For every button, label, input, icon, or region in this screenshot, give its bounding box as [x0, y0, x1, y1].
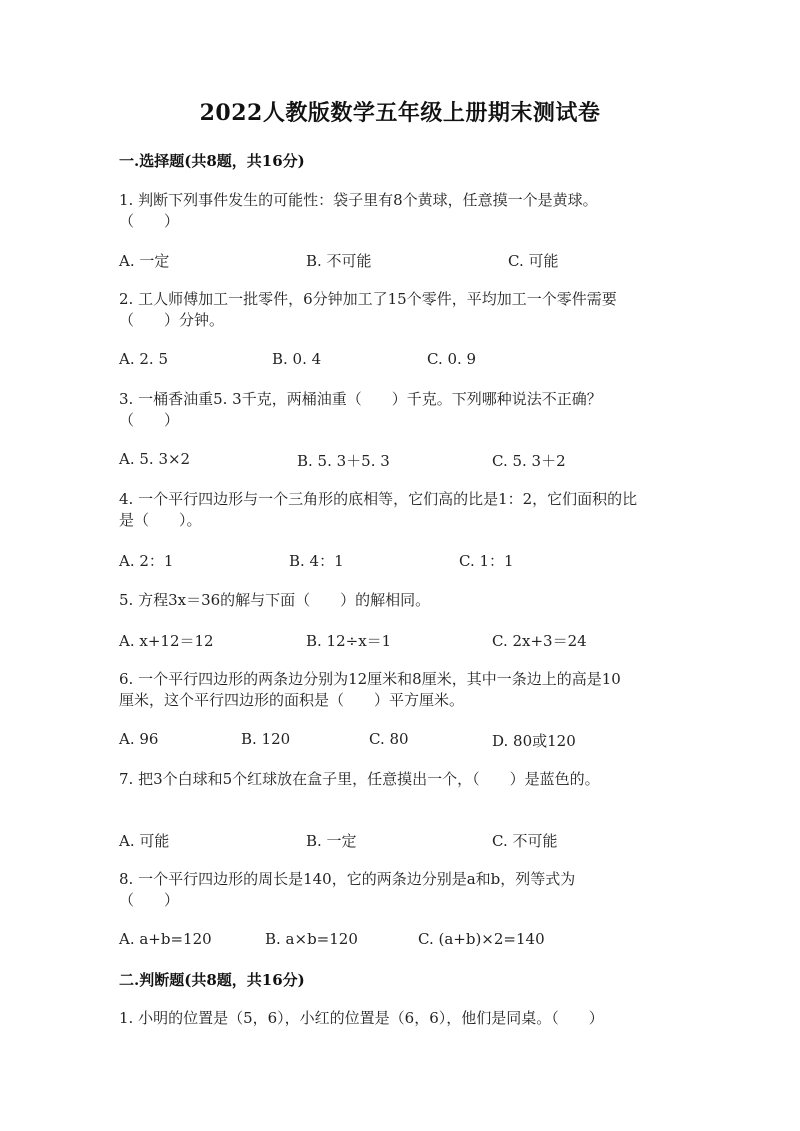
question-3-option-b: B. 5. 3＋5. 3: [297, 452, 390, 470]
question-8-option-b: B. a×b=120: [265, 930, 358, 948]
question-7-options: [0, 830, 800, 852]
section-heading-choice: 一.选择题(共8题，共16分): [119, 152, 305, 170]
question-6-options: [0, 730, 800, 752]
question-1-option-c: C. 可能: [508, 252, 559, 270]
question-4-line-2: 是（ ）。: [119, 511, 202, 529]
question-1-options: [0, 250, 800, 272]
question-8-option-c: C. (a+b)×2=140: [418, 930, 545, 948]
question-7-line-1: 7. 把3个白球和5个红球放在盒子里，任意摸出一个，（ ）是蓝色的。: [119, 770, 600, 788]
question-5-line-1: 5. 方程3x＝36的解与下面（ ）的解相同。: [119, 591, 431, 609]
question-7-option-b: B. 一定: [306, 832, 357, 850]
question-7: [119, 769, 679, 790]
question-8-line-2: （ ）: [119, 891, 180, 909]
question-8-line-1: 8. 一个平行四边形的周长是140，它的两条边分别是a和b，列等式为: [119, 870, 576, 888]
page-title: 2022人教版数学五年级上册期末测试卷: [199, 100, 601, 126]
question-4: [119, 489, 679, 531]
question-2-options: [0, 350, 800, 372]
question-3: [119, 389, 679, 431]
question-1-line-1: 1. 判断下列事件发生的可能性：袋子里有8个黄球，任意摸一个是黄球。: [119, 191, 598, 209]
question-3-options: [0, 450, 800, 472]
question-6-option-c: C. 80: [369, 730, 409, 748]
question-3-option-c: C. 5. 3＋2: [492, 452, 566, 470]
question-2: [119, 289, 679, 331]
judge-question-1: [119, 1008, 679, 1029]
section-heading-judge: 二.判断题(共8题，共16分): [119, 971, 305, 989]
question-8: [119, 869, 679, 911]
question-4-option-a: A. 2：1: [119, 552, 174, 570]
question-6-option-d: D. 80或120: [492, 732, 576, 750]
question-5-options: [0, 630, 800, 652]
question-4-option-b: B. 4：1: [289, 552, 344, 570]
question-1-option-b: B. 不可能: [306, 252, 372, 270]
question-4-line-1: 4. 一个平行四边形与一个三角形的底相等，它们高的比是1：2，它们面积的比: [119, 490, 638, 508]
question-7-option-c: C. 不可能: [492, 832, 558, 850]
question-5-option-b: B. 12÷x＝1: [306, 632, 392, 650]
question-7-option-a: A. 可能: [119, 832, 170, 850]
question-3-line-2: （ ）: [119, 411, 180, 429]
question-2-line-1: 2. 工人师傅加工一批零件，6分钟加工了15个零件，平均加工一个零件需要: [119, 290, 617, 308]
judge-question-1-line-1: 1. 小明的位置是（5，6），小红的位置是（6，6），他们是同桌。（ ）: [119, 1009, 604, 1027]
question-8-option-a: A. a+b=120: [119, 930, 212, 948]
question-2-option-c: C. 0. 9: [427, 350, 477, 368]
question-6-line-1: 6. 一个平行四边形的两条边分别为12厘米和8厘米，其中一条边上的高是10: [119, 670, 621, 688]
question-1-option-a: A. 一定: [119, 252, 170, 270]
question-6-option-b: B. 120: [241, 730, 291, 748]
question-6-option-a: A. 96: [119, 730, 159, 748]
question-5-option-c: C. 2x+3＝24: [492, 632, 587, 650]
question-2-option-a: A. 2. 5: [119, 350, 168, 368]
question-4-options: [0, 550, 800, 572]
question-1: [119, 190, 679, 232]
question-5-option-a: A. x+12＝12: [119, 632, 214, 650]
question-1-line-2: （ ）: [119, 212, 180, 230]
question-3-line-1: 3. 一桶香油重5. 3千克，两桶油重（ ）千克。下列哪种说法不正确？: [119, 390, 602, 408]
question-6: [119, 669, 679, 711]
question-3-option-a: A. 5. 3×2: [119, 450, 191, 468]
question-2-line-2: （ ）分钟。: [119, 311, 225, 329]
question-8-options: [0, 930, 800, 952]
question-4-option-c: C. 1：1: [459, 552, 514, 570]
question-5: [119, 590, 679, 611]
question-6-line-2: 厘米，这个平行四边形的面积是（ ）平方厘米。: [119, 691, 465, 709]
question-2-option-b: B. 0. 4: [272, 350, 322, 368]
